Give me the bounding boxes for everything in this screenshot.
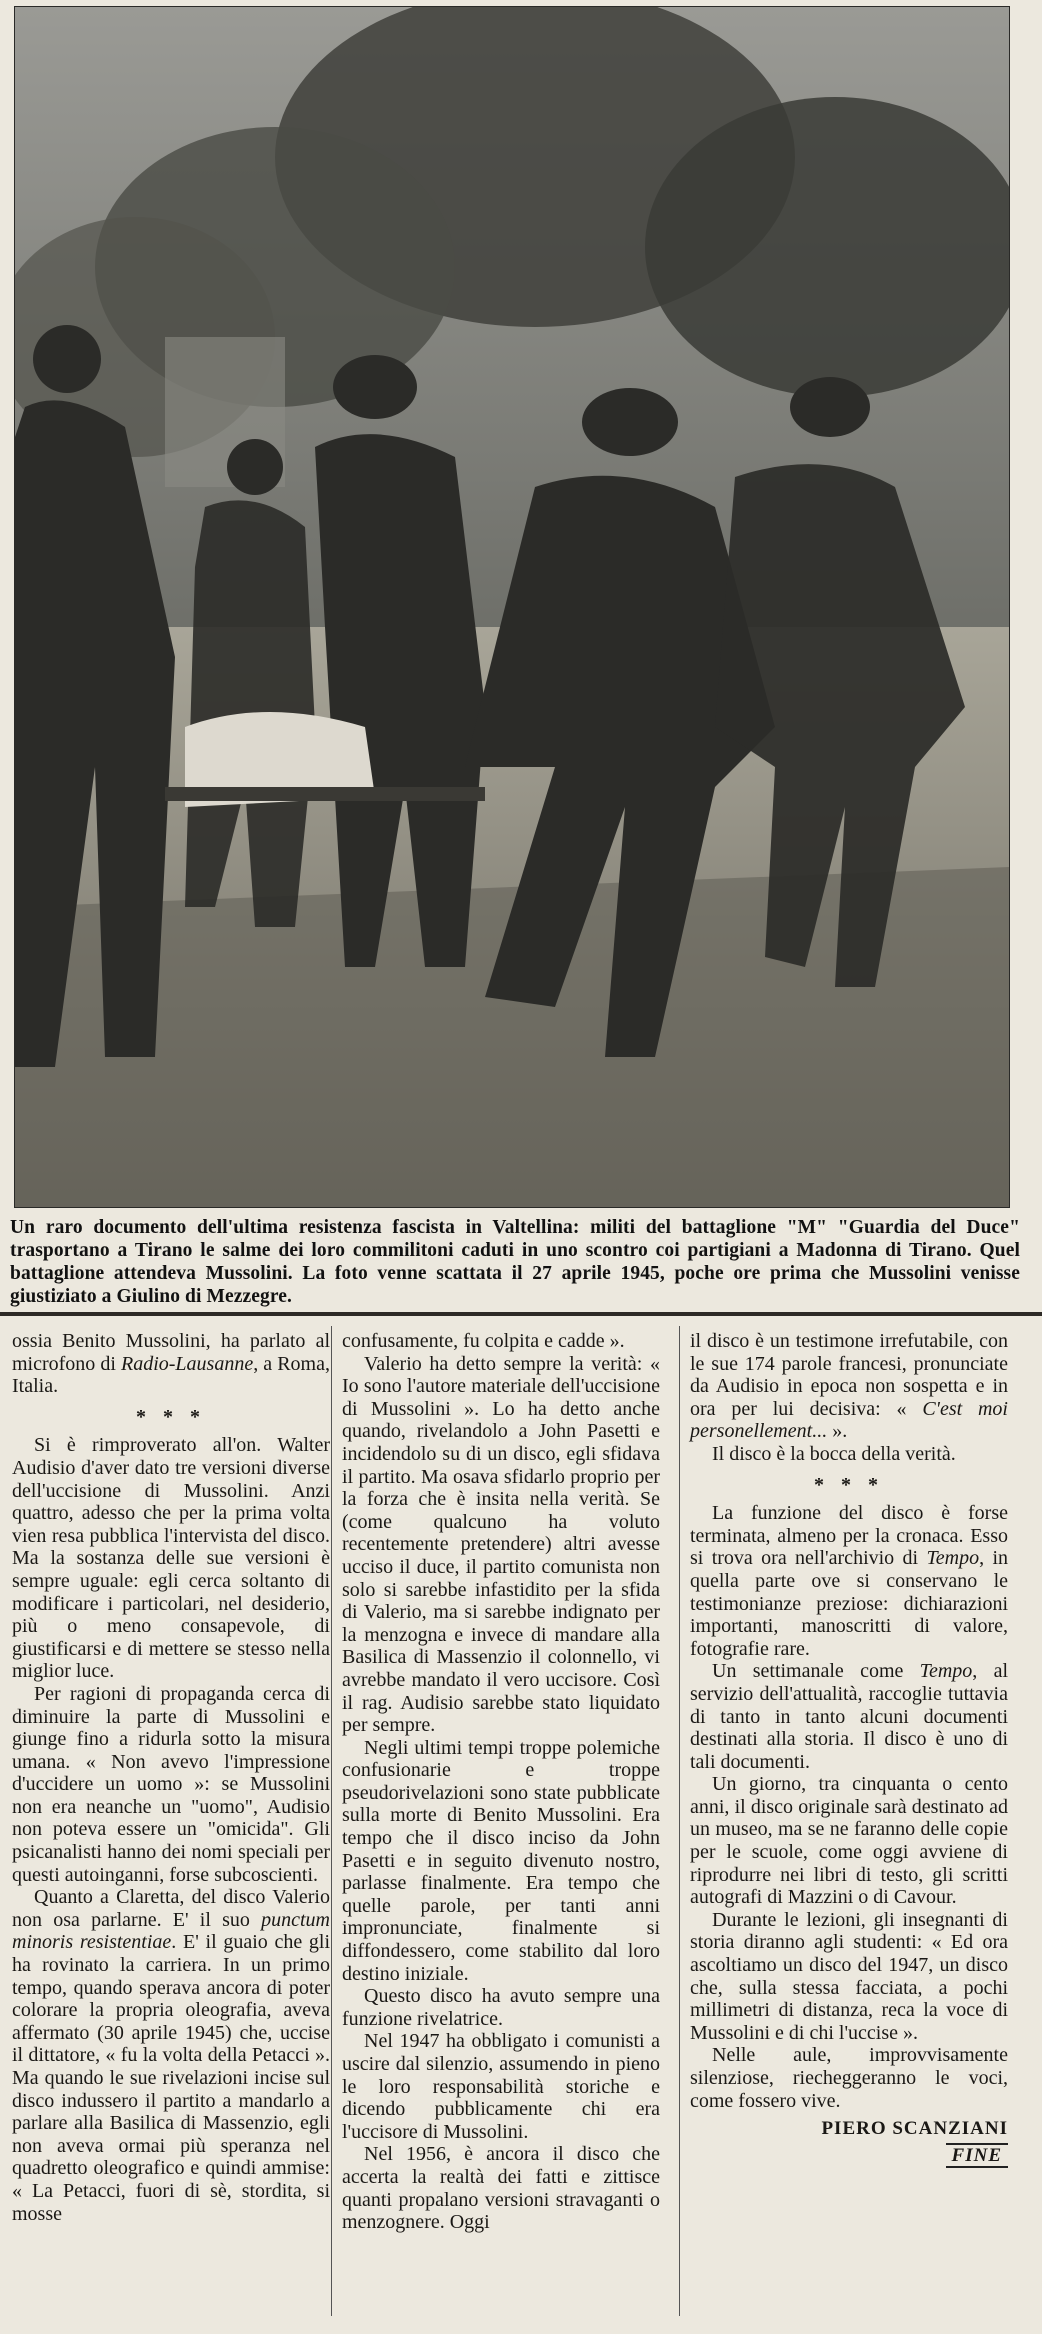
section-divider [0,1312,1042,1316]
news-photograph [14,6,1010,1208]
paragraph: La funzione del disco è forse terminata, almeno per la cronaca. Esso si trova ora nell'archivio di Tempo, in quella parte ove si conservano le testimonianze preziose: dichiarazioni importanti, manoscritti di valore, fotografie rare. [690,1502,1008,1660]
author-signature: PIERO SCANZIANI [821,2118,1008,2140]
paragraph: il disco è un testimone irrefutabile, con le sue 174 parole francesi, pronunciate da Audisio in epoca non sospetta e in ora per lui decisiva: « C'est moi personellement... ». [690,1330,1008,1443]
article-column-3 [690,1330,1008,2167]
column-divider [679,1326,680,2316]
end-mark: FINE [690,2145,1008,2168]
paragraph: Valerio ha detto sempre la verità: « Io sono l'autore materiale dell'uccisione di Mussolini ». Lo ha detto anche quando, rivelandolo a John Pasetti e incidendolo su di un disco, egli sfidava il partito. Ma osava sfidarlo proprio per la forza che è insita nella verità. Se (come qualcuno ha voluto recentemente pretendere) altri avesse ucciso il duce, il partito comunista non solo si sarebbe infastidito per la sfida di Valerio, ma si sarebbe indignato per la menzogna e invece di mandare alla Basilica di Massenzio il colonnello, vi avrebbe mandato il vero uccisore. Così il rag. Audisio sarebbe stato liquidato per sempre. [342,1352,660,1737]
paragraph: Nel 1947 ha obbligato i comunisti a uscire dal silenzio, assumendo in pieno le loro responsabilità storiche e dicendo pubblicamente chi era l'uccisore di Mussolini. [342,2030,660,2143]
paragraph: confusamente, fu colpita e cadde ». [342,1330,625,1352]
paragraph: Quanto a Claretta, del disco Valerio non osa parlarne. E' il suo punctum minoris resistentiae. E' il guaio che gli ha rovinato la carriera. In un primo tempo, quando sperava ancora di poter colorare la propria oleografia, aveva affermato (30 aprile 1945) che, uccise il dittatore, « fu la volta della Petacci ». Ma quando le sue rivelazioni incise sul disco indussero il partito a mandarlo a parlare alla Basilica di Massenzio, egli non aveva ormai più speranza nel quadretto oleografico e quindi ammise: « La Petacci, fuori di sè, stordita, si mosse [12,1886,331,2225]
paragraph: Un giorno, tra cinquanta o cento anni, il disco originale sarà destinato ad un museo, ma se ne faranno delle copie per le scuole, come oggi avviene di riprodurre nei libri di testo, gli scritti autografi di Mazzini o di Cavour. [690,1773,1008,1909]
column-divider [331,1326,332,2316]
paragraph: Si è rimproverato all'on. Walter Audisio d'aver dato tre versioni diverse dell'uccisione di Mussolini. Anzi quattro, adesso che per la prima volta vien resa pubblica l'intervista del disco. Ma la sostanza delle sue versioni è sempre uguale: egli cerca soltanto di modificare i particolari, nel desiderio, più o meno consapevole, di giustificarsi e di mettere se stesso nella miglior luce. [12,1434,330,1683]
section-break: * * * [814,1473,884,1496]
paragraph: Un settimanale come Tempo, al servizio dell'attualità, raccoglie tuttavia di tanto in tanto alcuni documenti destinati alla storia. Il disco è uno di tali documenti. [690,1660,1008,1773]
paragraph: Per ragioni di propaganda cerca di diminuire la parte di Mussolini e giunge fino a ridurla sotto la misura umana. « Non avevo l'impressione d'uccidere un uomo »: se Mussolini non era neanche un "uomo", Audisio non poteva essere un "omicida". Gli psicanalisti hanno dei nomi speciali per questi autoinganni, forse subcoscienti. [12,1682,330,1886]
photo-illustration [15,7,1009,1207]
paragraph: ossia Benito Mussolini, ha parlato al microfono di Radio-Lausanne, a Roma, Italia. [12,1330,330,1398]
paragraph: Nel 1956, è ancora il disco che accerta la realtà dei fatti e zittisce quanti propalano versioni stravaganti o menzognere. Oggi [342,2143,660,2234]
paragraph: Il disco è la bocca della verità. [712,1442,956,1465]
paragraph: Negli ultimi tempi troppe polemiche confusionarie e troppe pseudorivelazioni sono state pubblicate sulla morte di Benito Mussolini. Era tempo che il disco inciso da John Pasetti e in seguito divenuto nostro, parlasse finalmente. Era tempo che quelle parole, per tanti anni impronunciate, finalmente si diffondessero, come stabilito dal loro destino iniziale. [342,1736,660,1985]
paragraph: Nelle aule, improvvisamente silenziose, riecheggeranno le voci, come fossero vive. [690,2044,1008,2112]
paragraph: Questo disco ha avuto sempre una funzione rivelatrice. [342,1985,660,2030]
article-column-2 [342,1330,660,2234]
photo-caption: Un raro documento dell'ultima resistenza fascista in Valtellina: militi del battaglione "M" "Guardia del Duce" trasportano a Tirano le salme dei loro commilitoni caduti in uno scontro coi partigiani a Madonna di Tirano. Quel battaglione attendeva Mussolini. La foto venne scattata il 27 aprile 1945, poche ore prima che Mussolini venisse giustiziato a Giulino di Mezzegre. [10,1217,1020,1307]
section-break: * * * [136,1405,206,1428]
paragraph: Durante le lezioni, gli insegnanti di storia diranno agli studenti: « Ed ora ascoltiamo un disco del 1947, un disco che, sulla stessa facciata, a pochi millimetri di distanza, reca la voce di Mussolini e di chi l'uccise ». [690,1908,1008,2044]
article-column-1 [12,1330,330,2225]
